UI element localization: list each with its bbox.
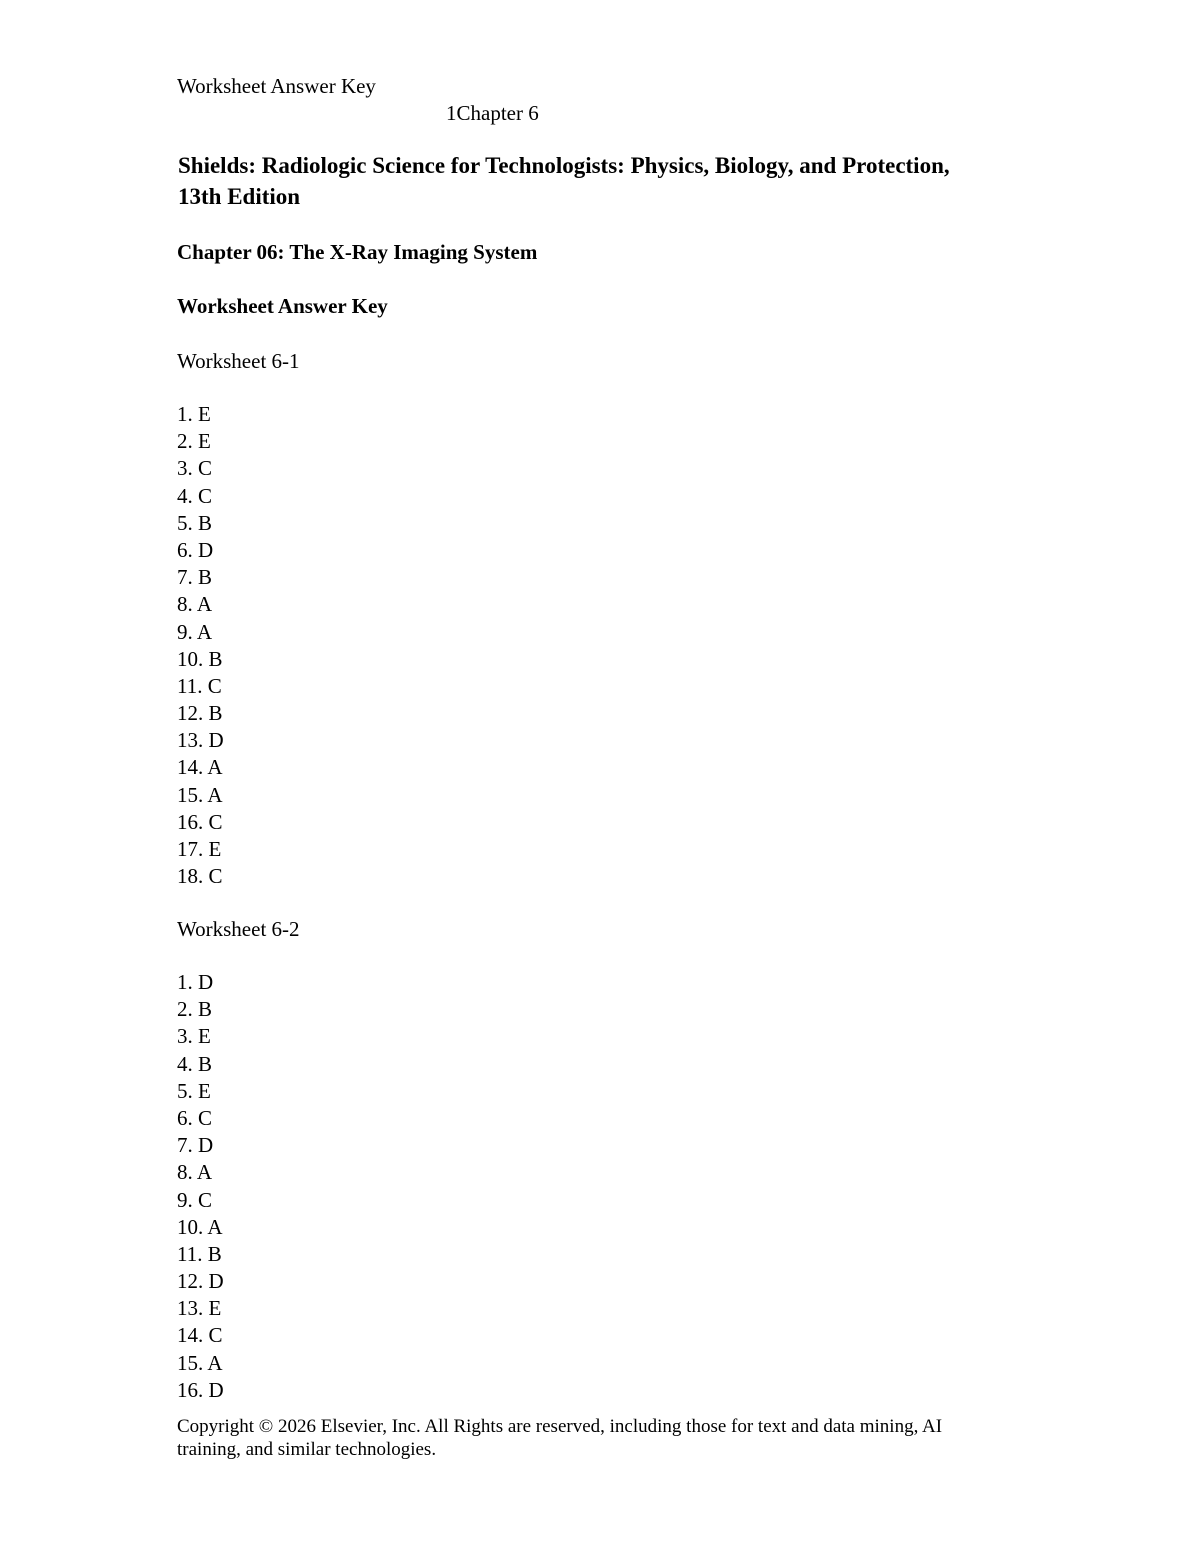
answer-item: 8. A (177, 592, 213, 617)
answer-item: 8. A (177, 1160, 213, 1185)
answer-item: 6. D (177, 537, 214, 562)
answer-item: 16. C (177, 809, 223, 834)
answer-item: 16. D (177, 1377, 224, 1402)
answer-item: 6. C (177, 1105, 213, 1130)
answer-item: 11. B (177, 1241, 222, 1266)
answer-item: 10. B (177, 646, 223, 671)
book-title: Shields: Radiologic Science for Technologists: Physics, Biology, and Protection, 13th Edition (178, 153, 950, 209)
page-number-label: 1Chapter 6 (446, 101, 539, 125)
answer-item: 4. B (177, 1051, 213, 1076)
worksheet-6-2-answers (177, 969, 224, 1404)
answer-item: 10. A (177, 1214, 223, 1239)
copyright-notice: Copyright © 2026 Elsevier, Inc. All Rights are reserved, including those for text and data mining, AI training, and similar technologies. (177, 1416, 943, 1460)
answer-item: 7. D (177, 1133, 214, 1158)
answer-item: 14. C (177, 1323, 223, 1348)
section-heading: Worksheet Answer Key (177, 294, 388, 318)
answer-item: 13. D (177, 728, 224, 753)
answer-item: 17. E (177, 837, 222, 861)
answer-item: 2. B (177, 997, 213, 1022)
answer-item: 15. A (177, 782, 223, 807)
answer-item: 18. C (177, 864, 223, 889)
chapter-title: Chapter 06: The X-Ray Imaging System (177, 240, 538, 264)
answer-item: 9. A (177, 619, 213, 644)
answer-item: 7. B (177, 565, 213, 590)
answer-item: 3. E (177, 1024, 211, 1049)
answer-item: 1. D (177, 970, 214, 994)
answer-item: 5. B (177, 510, 213, 535)
running-header: Worksheet Answer Key (177, 74, 376, 98)
answer-item: 3. C (177, 456, 213, 481)
answer-item: 2. E (177, 429, 211, 454)
answer-item: 12. D (177, 1269, 224, 1294)
answer-item: 4. C (177, 483, 213, 508)
answer-item: 11. C (177, 673, 222, 698)
answer-item: 5. E (177, 1078, 211, 1103)
worksheet-6-2-heading: Worksheet 6-2 (177, 917, 300, 941)
answer-item: 9. C (177, 1187, 213, 1212)
worksheet-6-1-answers (177, 401, 224, 890)
answer-item: 15. A (177, 1350, 223, 1375)
answer-item: 13. E (177, 1296, 222, 1321)
answer-item: 12. B (177, 701, 223, 726)
answer-item: 1. E (177, 402, 211, 426)
worksheet-6-1-heading: Worksheet 6-1 (177, 349, 300, 373)
answer-item: 14. A (177, 755, 223, 780)
